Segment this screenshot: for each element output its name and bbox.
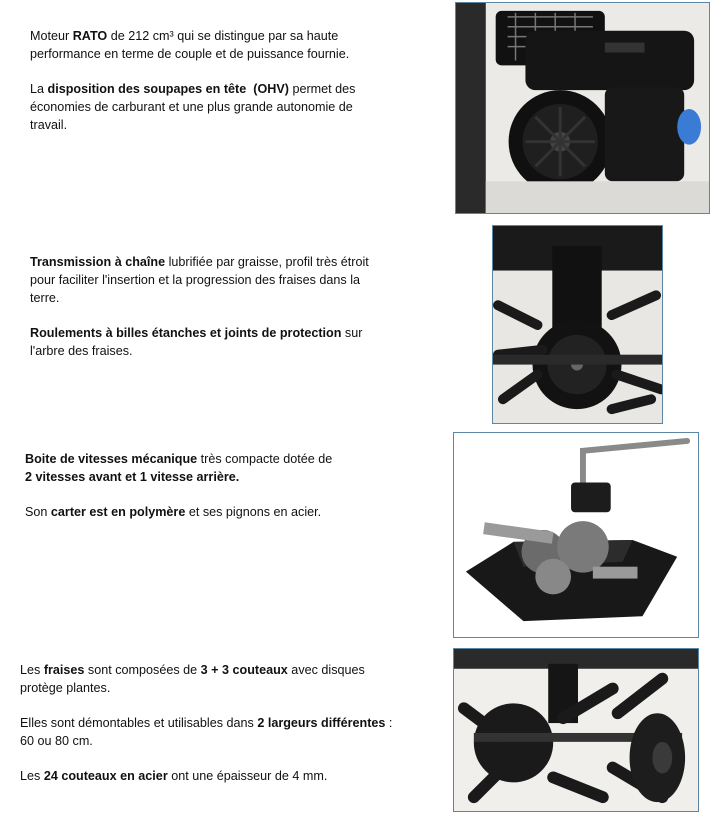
bold-text: fraises	[43, 663, 85, 677]
paragraph	[20, 661, 410, 697]
text-run: performance en terme de couple et de puissance fournie.	[30, 47, 350, 61]
bold-text: disposition des soupapes en tête	[47, 82, 247, 96]
bold-text: Roulements à billes étanches et joints de protection	[30, 326, 342, 340]
text-run: et ses pignons en acier.	[185, 505, 322, 519]
text-run: l'arbre des fraises.	[30, 344, 133, 358]
text-run: travail.	[30, 118, 68, 132]
paragraph	[30, 80, 400, 134]
text-run: Les	[20, 663, 44, 677]
paragraph	[25, 503, 405, 521]
text-run: économies de carburant et une plus grande autonomie de	[30, 100, 353, 114]
bold-text: 24 couteaux en acier	[43, 769, 168, 783]
text-run: ont une épaisseur de 4 mm.	[167, 769, 328, 783]
bold-text: 3 + 3 couteaux	[200, 663, 288, 677]
text-run: Son	[25, 505, 51, 519]
text-run: :	[385, 716, 393, 730]
paragraph	[25, 450, 405, 486]
text-run: avec disques	[287, 663, 365, 677]
text-run: Les	[20, 769, 44, 783]
text-run: très compacte dotée de	[197, 452, 333, 466]
text-run: protège plantes.	[20, 681, 111, 695]
text-run: de 212 cm³ qui se distingue par sa haute	[107, 29, 339, 43]
text-run: sur	[341, 326, 363, 340]
engine-photo	[455, 2, 710, 214]
text-run: Moteur	[30, 29, 73, 43]
bold-text: Transmission à chaîne	[30, 255, 166, 269]
transmission-photo	[492, 225, 663, 424]
text-run: La	[30, 82, 48, 96]
paragraph	[20, 714, 410, 750]
paragraph-gap	[20, 697, 410, 714]
section-engine-text	[30, 27, 400, 134]
text-run: permet des	[288, 82, 356, 96]
section-tines-text	[20, 661, 410, 785]
gearbox-photo	[453, 432, 699, 638]
paragraph-gap	[30, 63, 400, 80]
bold-text: carter est en polymère	[50, 505, 186, 519]
bold-text: (OHV)	[253, 82, 289, 96]
paragraph-gap	[25, 486, 405, 503]
section-gearbox-text	[25, 450, 405, 521]
section-transmission-text	[30, 253, 400, 360]
paragraph-gap	[20, 750, 410, 767]
tines-photo	[453, 648, 699, 812]
text-run: Elles sont démontables et utilisables dans	[20, 716, 258, 730]
paragraph	[30, 253, 400, 307]
text-run: lubrifiée par graisse, profil très étroit	[165, 255, 369, 269]
paragraph	[20, 767, 410, 785]
bold-text: RATO	[72, 29, 108, 43]
text-run: terre.	[30, 291, 60, 305]
paragraph	[30, 27, 400, 63]
bold-text: 2 vitesses avant et 1 vitesse arrière.	[25, 470, 240, 484]
text-run: sont composées de	[84, 663, 201, 677]
bold-text: 2 largeurs différentes	[257, 716, 386, 730]
paragraph	[30, 324, 400, 360]
text-run: pour faciliter l'insertion et la progression des fraises dans la	[30, 273, 361, 287]
paragraph-gap	[30, 307, 400, 324]
text-run: 60 ou 80 cm.	[20, 734, 93, 748]
bold-text: Boite de vitesses mécanique	[25, 452, 198, 466]
